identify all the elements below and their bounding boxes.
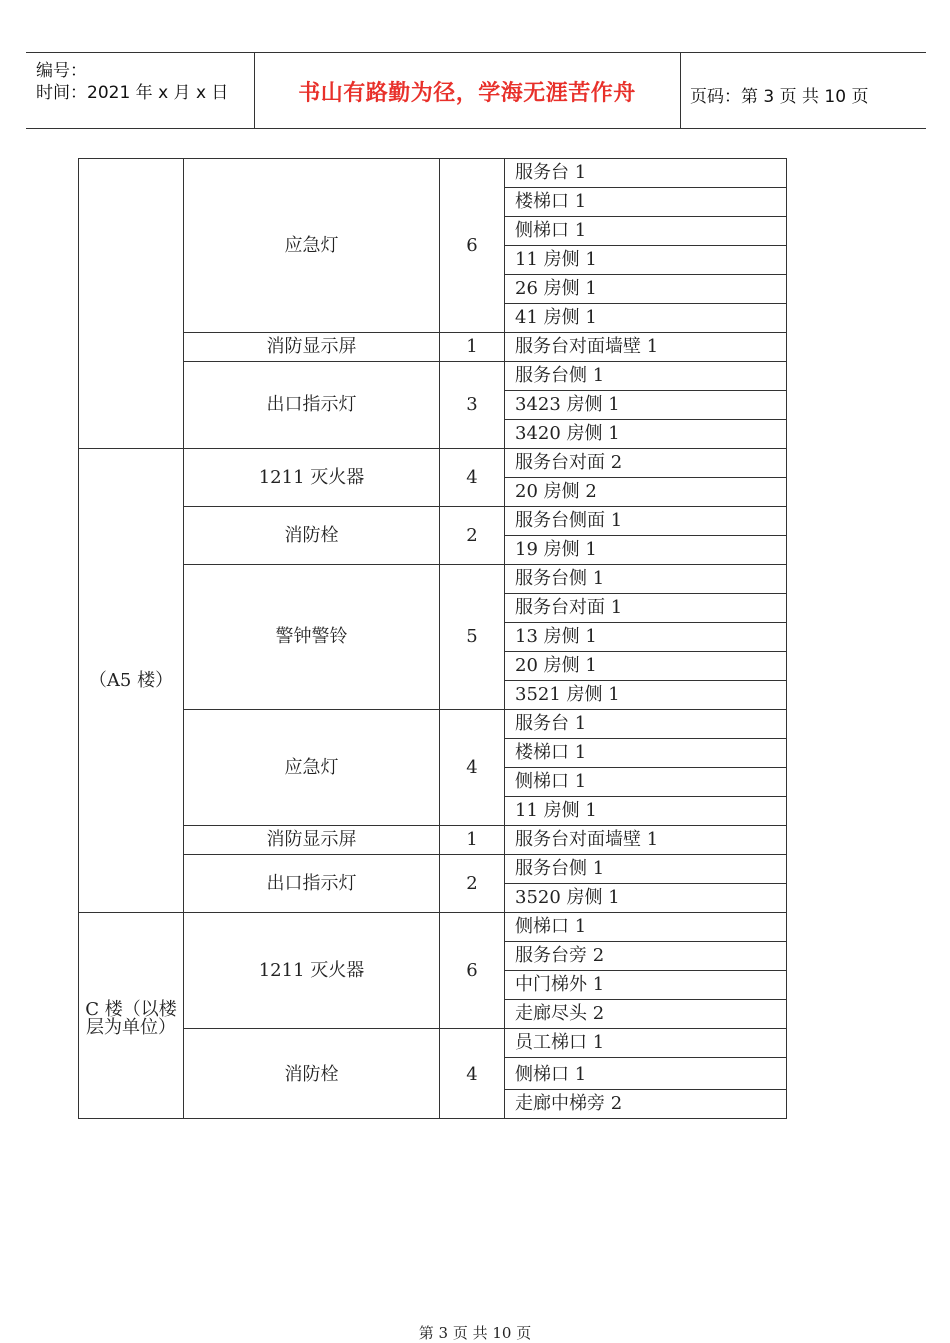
equipment-quantity: 3 xyxy=(440,362,505,449)
equipment-location: 服务台侧 1 xyxy=(505,362,787,391)
equipment-location: 11 房侧 1 xyxy=(505,797,787,826)
equipment-location: 服务台对面 1 xyxy=(505,594,787,623)
equipment-location: 服务台对面墙壁 1 xyxy=(505,826,787,855)
header-top-rule xyxy=(26,52,926,53)
equipment-location: 服务台 1 xyxy=(505,159,787,188)
equipment-quantity: 6 xyxy=(440,913,505,1029)
equipment-location: 19 房侧 1 xyxy=(505,536,787,565)
equipment-location: 员工梯口 1 xyxy=(505,1029,787,1058)
equipment-name: 警钟警铃 xyxy=(184,565,440,710)
equipment-location: 3423 房侧 1 xyxy=(505,391,787,420)
equipment-name: 应急灯 xyxy=(184,159,440,333)
document-number-label: 编号： xyxy=(36,61,87,81)
equipment-location: 侧梯口 1 xyxy=(505,913,787,942)
equipment-quantity: 4 xyxy=(440,710,505,826)
equipment-location: 中门梯外 1 xyxy=(505,971,787,1000)
equipment-location: 服务台侧面 1 xyxy=(505,507,787,536)
equipment-location: 3521 房侧 1 xyxy=(505,681,787,710)
table-row xyxy=(79,362,787,391)
equipment-location: 3420 房侧 1 xyxy=(505,420,787,449)
building-cell: （A5 楼） xyxy=(79,449,184,913)
equipment-location: 服务台对面墙壁 1 xyxy=(505,333,787,362)
equipment-location: 服务台 1 xyxy=(505,710,787,739)
equipment-name: 1211 灭火器 xyxy=(184,913,440,1029)
equipment-location: 3520 房侧 1 xyxy=(505,884,787,913)
equipment-quantity: 5 xyxy=(440,565,505,710)
equipment-location: 楼梯口 1 xyxy=(505,739,787,768)
building-cell xyxy=(79,159,184,449)
equipment-location: 侧梯口 1 xyxy=(505,768,787,797)
equipment-quantity: 1 xyxy=(440,333,505,362)
table-row xyxy=(79,913,787,942)
equipment-location: 服务台侧 1 xyxy=(505,855,787,884)
equipment-name: 消防栓 xyxy=(184,507,440,565)
table-row xyxy=(79,159,787,188)
table-row xyxy=(79,333,787,362)
equipment-quantity: 6 xyxy=(440,159,505,333)
equipment-quantity: 2 xyxy=(440,855,505,913)
equipment-location: 楼梯口 1 xyxy=(505,188,787,217)
equipment-name: 应急灯 xyxy=(184,710,440,826)
equipment-location: 13 房侧 1 xyxy=(505,623,787,652)
table-row xyxy=(79,855,787,884)
equipment-location: 41 房侧 1 xyxy=(505,304,787,333)
building-cell: C 楼（以楼层为单位） xyxy=(79,913,184,1119)
table-row xyxy=(79,565,787,594)
equipment-location: 走廊中梯旁 2 xyxy=(505,1090,787,1119)
equipment-name: 出口指示灯 xyxy=(184,362,440,449)
equipment-name: 1211 灭火器 xyxy=(184,449,440,507)
equipment-location: 20 房侧 2 xyxy=(505,478,787,507)
fire-equipment-table xyxy=(78,158,787,1119)
table-row xyxy=(79,449,787,478)
page-indicator: 页码：第 3 页 共 10 页 xyxy=(690,87,869,107)
table-row xyxy=(79,826,787,855)
equipment-name: 消防栓 xyxy=(184,1029,440,1119)
equipment-name: 出口指示灯 xyxy=(184,855,440,913)
equipment-name: 消防显示屏 xyxy=(184,826,440,855)
equipment-name: 消防显示屏 xyxy=(184,333,440,362)
equipment-location: 服务台侧 1 xyxy=(505,565,787,594)
equipment-quantity: 1 xyxy=(440,826,505,855)
equipment-location: 侧梯口 1 xyxy=(505,1058,787,1090)
equipment-location: 20 房侧 1 xyxy=(505,652,787,681)
header-bottom-rule xyxy=(26,128,926,129)
equipment-quantity: 4 xyxy=(440,449,505,507)
document-date: 时间：2021 年 x 月 x 日 xyxy=(36,83,229,103)
equipment-location: 侧梯口 1 xyxy=(505,217,787,246)
equipment-location: 服务台对面 2 xyxy=(505,449,787,478)
equipment-location: 走廊尽头 2 xyxy=(505,1000,787,1029)
equipment-quantity: 4 xyxy=(440,1029,505,1119)
equipment-location: 11 房侧 1 xyxy=(505,246,787,275)
table-row xyxy=(79,710,787,739)
header-divider-right xyxy=(680,52,681,129)
table-row xyxy=(79,1029,787,1058)
page-footer: 第 3 页 共 10 页 xyxy=(418,1324,532,1342)
header-motto: 书山有路勤为径，学海无涯苦作舟 xyxy=(298,80,636,106)
table-row xyxy=(79,507,787,536)
equipment-quantity: 2 xyxy=(440,507,505,565)
equipment-location: 26 房侧 1 xyxy=(505,275,787,304)
equipment-location: 服务台旁 2 xyxy=(505,942,787,971)
